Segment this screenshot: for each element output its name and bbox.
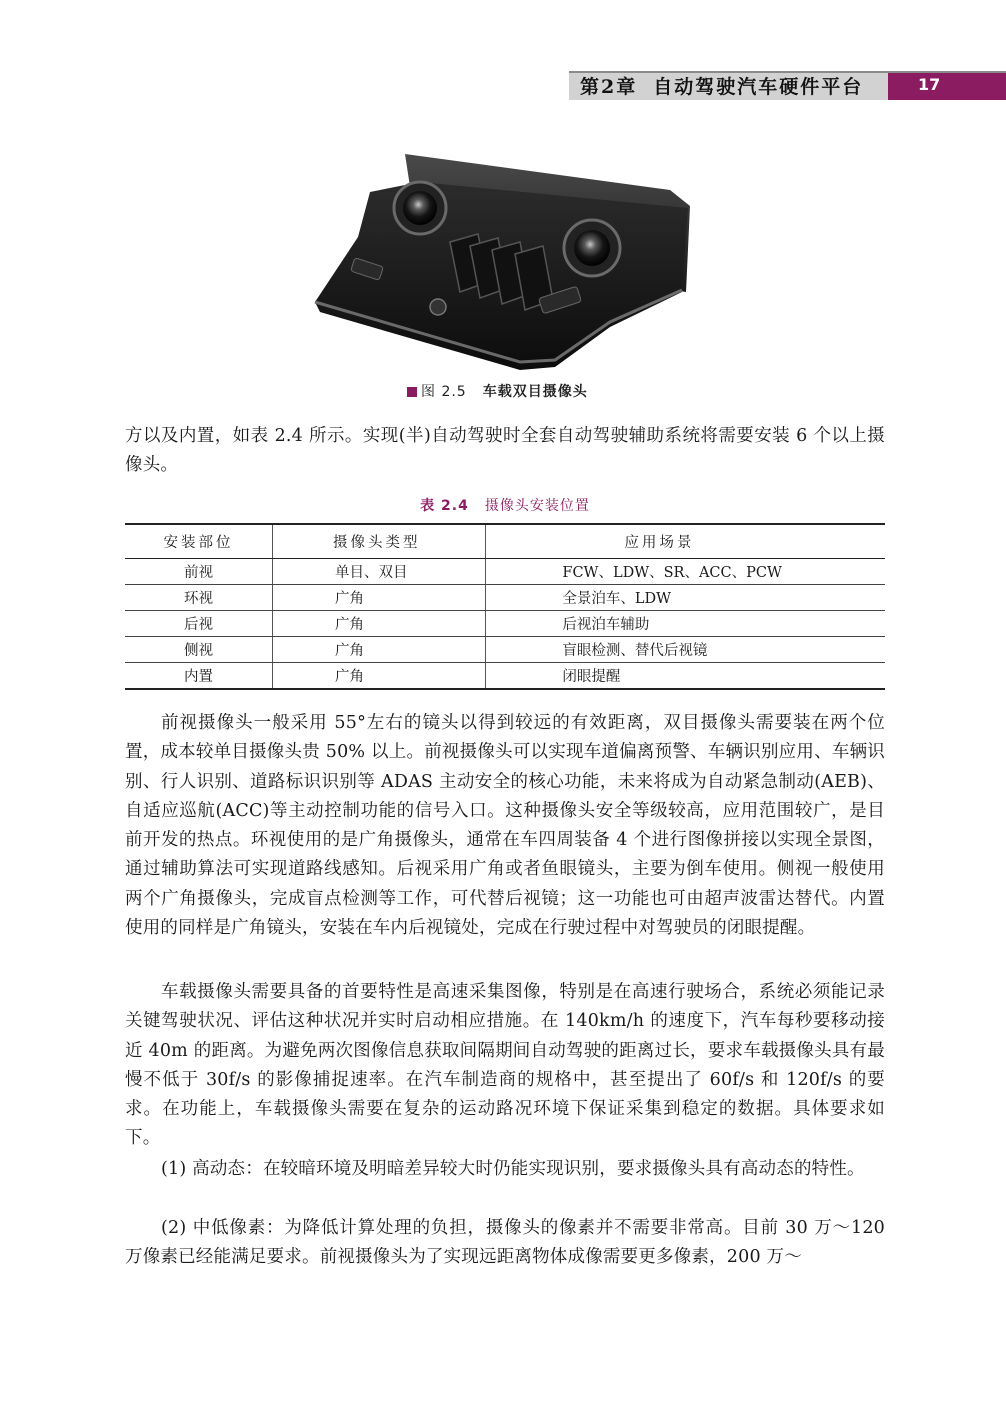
cell-type: 广角 [273, 637, 486, 663]
table-row [125, 559, 885, 585]
stereo-camera-photo [310, 142, 698, 372]
header-application: 应用场景 [486, 524, 885, 559]
cell-type: 广角 [273, 585, 486, 611]
chapter-label: 第2章 [580, 76, 638, 98]
page-number: 17 [918, 75, 941, 94]
page-number-tab [888, 73, 1006, 100]
cell-application: 后视泊车辅助 [486, 611, 885, 637]
table-row [125, 585, 885, 611]
cell-position: 环视 [125, 585, 273, 611]
header-position: 安装部位 [125, 524, 273, 559]
cell-type: 广角 [273, 611, 486, 637]
table-row [125, 637, 885, 663]
table-caption [125, 495, 885, 515]
figure-title: 车载双目摄像头 [482, 384, 588, 400]
table-header-row [125, 524, 885, 559]
cell-position: 侧视 [125, 637, 273, 663]
paragraph-requirements: 车载摄像头需要具备的首要特性是高速采集图像，特别是在高速行驶场合，系统必须能记录关键驾驶状况、评估这种状况并实时启动相应措施。在 140km/h 的速度下，汽车每秒要移动接近 40m 的距离。为避免两次图像信息获取间隔期间自动驾驶的距离过长，要求车载摄像头具有最慢不低于 30f/s 的影像捕捉速率。在汽车制造商的规格中，甚至提出了 60f/s 和 120f/s 的要求。在功能上，车载摄像头需要在复杂的运动路况环境下保证采集到稳定的数据。具体要求如下。 [125, 982, 885, 1149]
paragraph-continuation: 方以及内置，如表 2.4 所示。实现(半)自动驾驶时全套自动驾驶辅助系统将需要安装 6 个以上摄像头。 [125, 426, 885, 476]
cell-position: 后视 [125, 611, 273, 637]
cell-application: 盲眼检测、替代后视镜 [486, 637, 885, 663]
cell-type: 广角 [273, 663, 486, 690]
cell-position: 前视 [125, 559, 273, 585]
caption-square-icon [407, 387, 417, 397]
table-title: 摄像头安装位置 [484, 498, 590, 514]
figure-number: 图 2.5 [421, 384, 467, 400]
header-camera-type: 摄像头类型 [273, 524, 486, 559]
cell-application: 闭眼提醒 [486, 663, 885, 690]
chapter-title: 自动驾驶汽车硬件平台 [653, 76, 864, 98]
table-row [125, 611, 885, 637]
cell-type: 单目、双目 [273, 559, 486, 585]
left-lens [394, 182, 446, 234]
camera-position-table [125, 523, 885, 690]
table-row [125, 663, 885, 690]
paragraph-high-dynamic: (1) 高动态：在较暗环境及明暗差异较大时仍能实现识别，要求摄像头具有高动态的特性。 [161, 1159, 865, 1179]
paragraph-front-view: 前视摄像头一般采用 55°左右的镜头以得到较远的有效距离，双目摄像头需要装在两个位置，成本较单目摄像头贵 50% 以上。前视摄像头可以实现车道偏离预警、车辆识别应用、车辆识别、行人识别、道路标识识别等 ADAS 主动安全的核心功能，未来将成为自动紧急制动(AEB)、自适应巡航(ACC)等主动控制功能的信号入口。这种摄像头安全等级较高，应用范围较广，是目前开发的热点。环视使用的是广角摄像头，通常在车四周装备 4 个进行图像拼接以实现全景图，通过辅助算法可实现道路线感知。后视采用广角或者鱼眼镜头，主要为倒车使用。侧视一般使用两个广角摄像头，完成盲点检测等工作，可代替后视镜；这一功能也可由超声波雷达替代。内置使用的同样是广角镜头，安装在车内后视镜处，完成在行驶过程中对驾驶员的闭眼提醒。 [125, 713, 885, 939]
front-knob [430, 299, 446, 315]
paragraph-low-pixel: (2) 中低像素：为降低计算处理的负担，摄像头的像素并不需要非常高。目前 30 万～120 万像素已经能满足要求。前视摄像头为了实现远距离物体成像需要更多像素，200 万～ [125, 1218, 885, 1268]
right-lens [564, 220, 620, 276]
cell-application: 全景泊车、LDW [486, 585, 885, 611]
cell-position: 内置 [125, 663, 273, 690]
table-number: 表 2.4 [420, 498, 469, 514]
cell-application: FCW、LDW、SR、ACC、PCW [486, 559, 885, 585]
figure-caption [407, 381, 588, 401]
running-header [580, 74, 863, 100]
